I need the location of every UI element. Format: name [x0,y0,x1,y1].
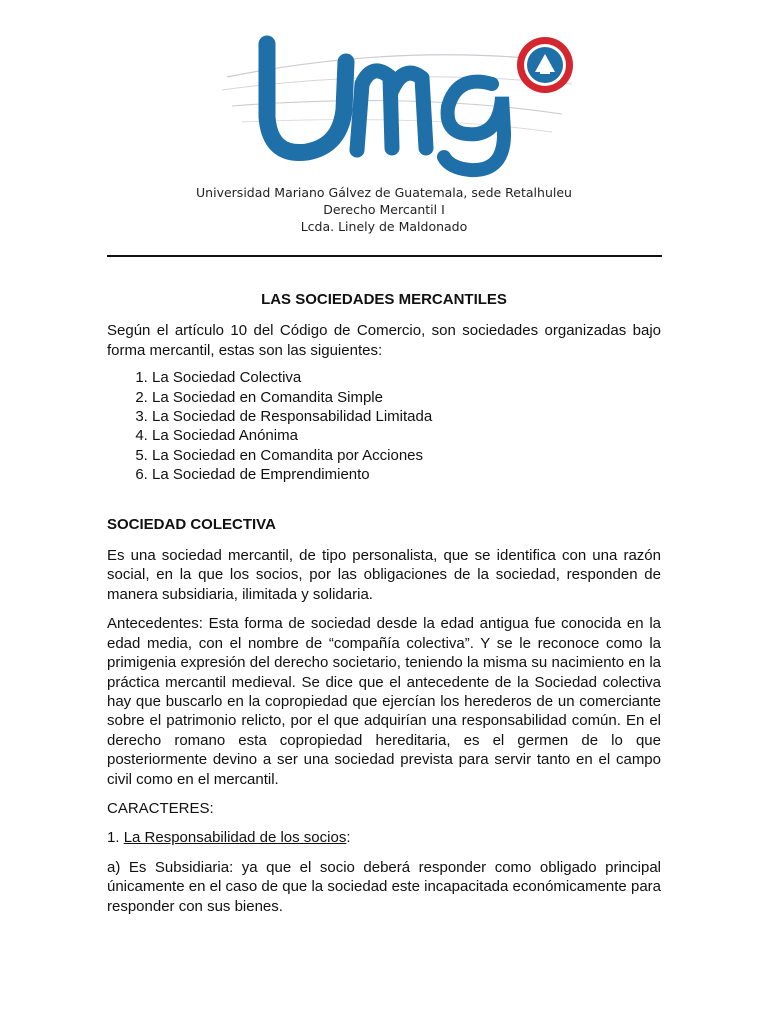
point-a-paragraph: a) Es Subsidiaria: ya que el socio deberá responder como obligado principal únicamente en el caso de que la sociedad este incapacitada económicamente para responder con sus bienes. [107,858,661,915]
course-name: Derecho Mercantil I [323,202,445,217]
document-body [107,290,661,926]
list-item: 3. La Sociedad de Responsabilidad Limitada [152,407,661,426]
university-seal-icon [517,37,573,93]
intro-paragraph: Según el artículo 10 del Código de Comercio, son sociedades organizadas bajo forma mercantil, estas son las siguientes: [107,322,661,359]
list-item: 1. La Sociedad Colectiva [152,368,661,387]
instructor-name: Lcda. Linely de Maldonado [300,219,468,234]
list-item: 4. La Sociedad Anónima [152,426,661,445]
header-divider [107,255,662,257]
list-item: 5. La Sociedad en Comandita por Acciones [152,446,661,465]
point-1-label: La Responsabilidad de los socios [123,829,347,847]
institution-header [0,184,768,235]
antecedentes-paragraph: Antecedentes: Esta forma de sociedad desde la edad antigua fue conocida en la edad media, con el nombre de “compañía colectiva”. Y se le reconoce como la primigenia expresión del derecho societario, teniendo la misma su nacimiento en la práctica mercantil medieval. Se dice que el antecedente de la Sociedad colectiva hay que buscarlo en la copropiedad que ejercían los herederos de un comerciante sobre el patrimonio relicto, por el que adquirían una responsabilidad común. En el derecho romano esta copropiedad hereditaria, es el germen de lo que posteriormente devino a ser una sociedad prevista para servir tanto en el campo civil como en el mercantil. [107,615,661,788]
sociedades-list [107,368,661,484]
caracteres-heading: CARACTERES: [107,799,214,817]
list-item: 6. La Sociedad de Emprendimiento [152,465,661,484]
umg-logo-icon [222,22,582,182]
point-1 [107,828,661,847]
section-heading: SOCIEDAD COLECTIVA [107,515,276,533]
institution-name: Universidad Mariano Gálvez de Guatemala, sede Retalhuleu [196,185,572,200]
university-logo [222,22,582,182]
list-item: 2. La Sociedad en Comandita Simple [152,388,661,407]
point-1-colon: : [346,829,351,847]
point-1-number: 1. [107,829,120,847]
document-title: LAS SOCIEDADES MERCANTILES [261,291,507,308]
definition-paragraph: Es una sociedad mercantil, de tipo personalista, que se identifica con una razón social, en la que los socios, por las obligaciones de la sociedad, responden de manera subsidiaria, ilimitada y solidaria. [107,547,661,603]
